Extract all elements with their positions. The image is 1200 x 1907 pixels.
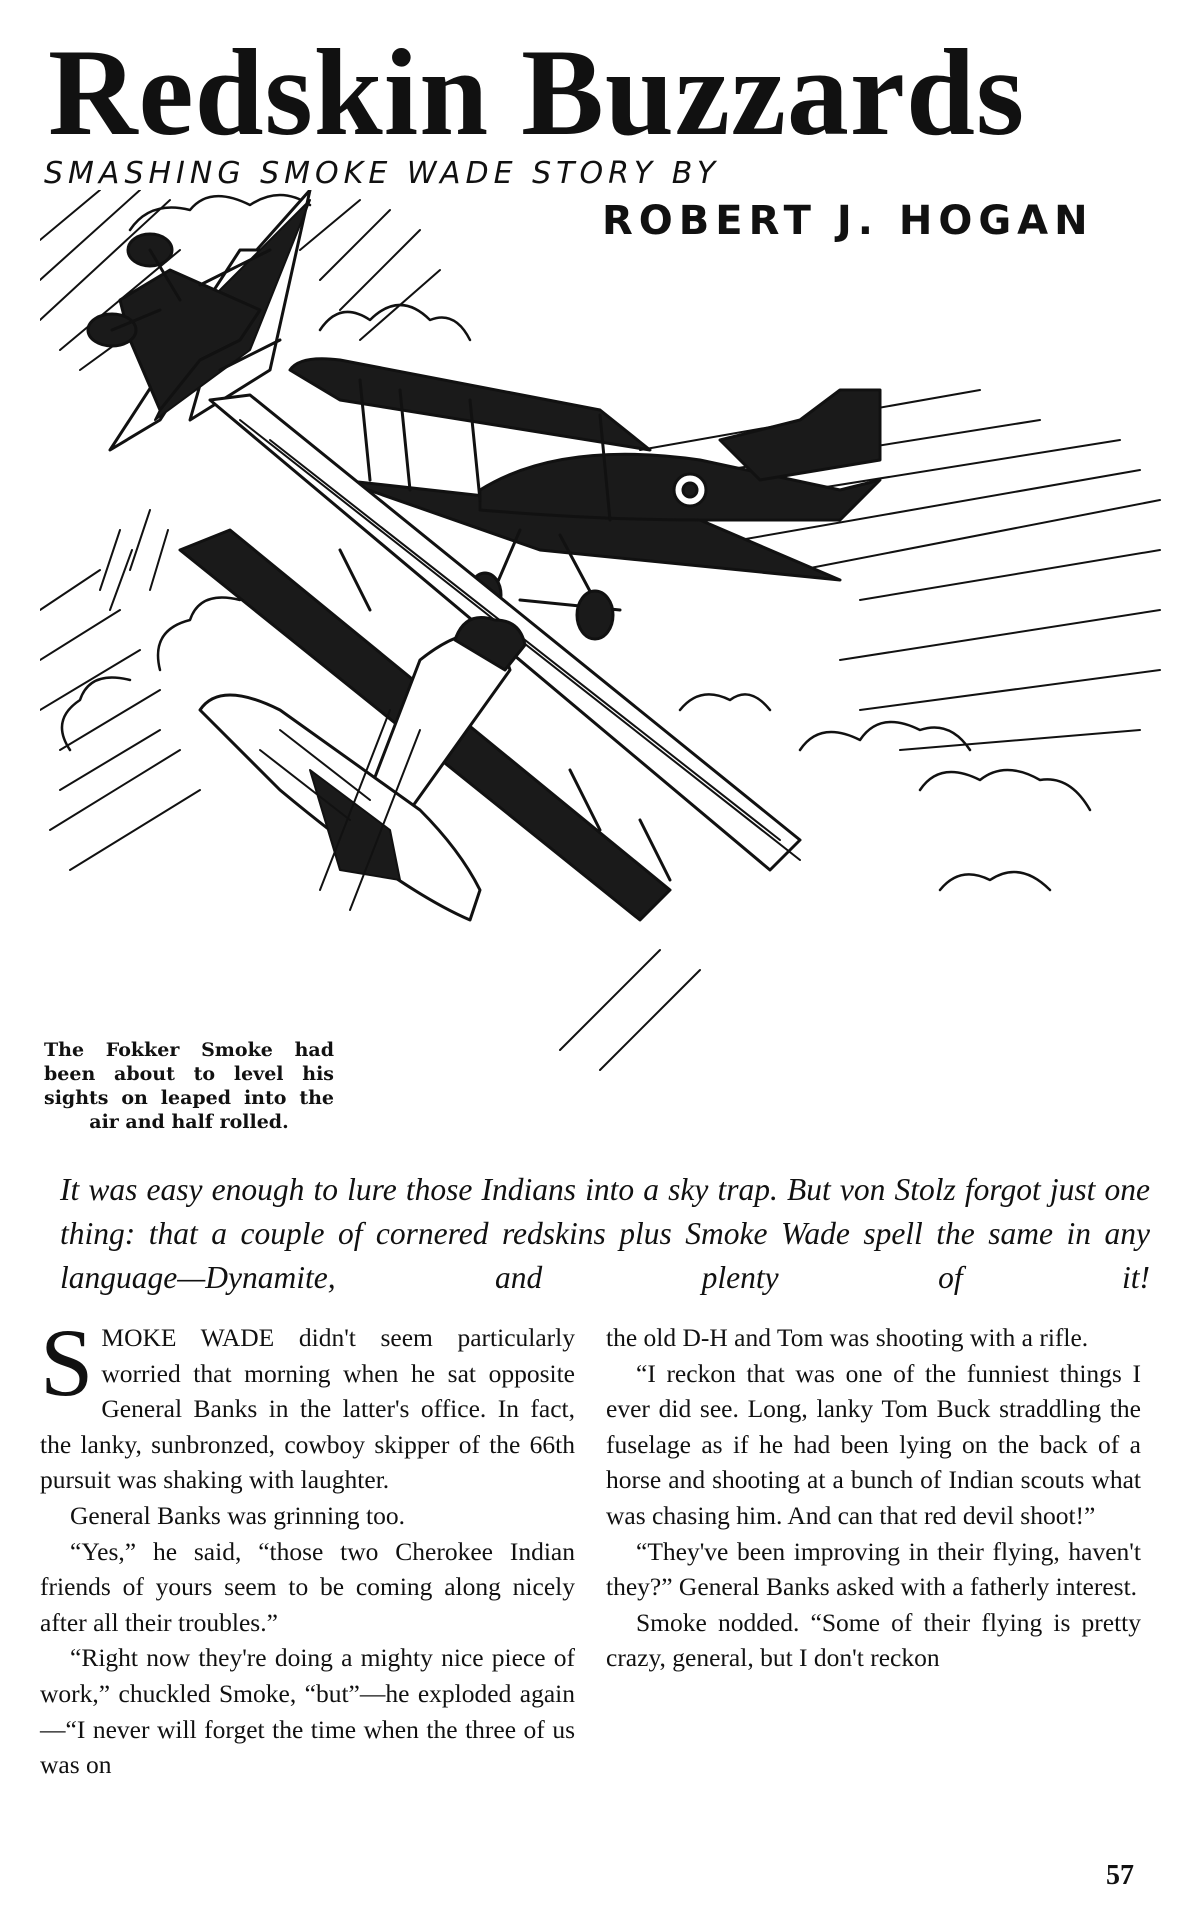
article-paragraph: Smoke nodded. “Some of their flying is pretty crazy, general, but I don't reckon (606, 1607, 1141, 1673)
article-column-right (606, 1320, 1141, 1676)
article-paragraph: the old D-H and Tom was shooting with a rifle. (606, 1323, 1089, 1352)
article-column-left (40, 1309, 575, 1783)
article-paragraph (40, 1309, 575, 1498)
article-paragraph: General Banks was grinning too. (70, 1500, 405, 1530)
paragraph-text: MOKE WADE didn't seem particularly worried that morning when he sat opposite General Banks in the latter's office. In fact, the lanky, sunbronzed, cowboy skipper of the 66th pursuit was shaking with laughter. (40, 1323, 575, 1495)
article-paragraph: “I reckon that was one of the funniest things I ever did see. Long, lanky Tom Buck straddling the fuselage as if he had been lying on the back of a horse and shooting at a bunch of Indian scouts what was chasing him. And can that red devil shoot!” (606, 1358, 1141, 1530)
story-title: Redskin Buzzards (48, 24, 1026, 161)
illustration-caption: The Fokker Smoke had been about to level his sights on leaped into the air and half rolled. (44, 1039, 334, 1133)
story-deck: It was easy enough to lure those Indians into a sky trap. But von Stolz forgot just one thing: that a couple of cornered redskins plus Smoke Wade spell the same in any language—Dynamite, and plenty of it! (60, 1172, 1150, 1295)
page-number: 57 (1106, 1860, 1134, 1891)
article-paragraph: “Yes,” he said, “those two Cherokee Indian friends of yours seem to be coming along nicely after all their troubles.” (40, 1536, 575, 1637)
story-kicker: SMASHING SMOKE WADE STORY BY (44, 156, 721, 191)
biplane-dogfight-illustration (40, 190, 1165, 1150)
author-byline: ROBERT J. HOGAN (602, 198, 1094, 244)
drop-cap: S (40, 1309, 94, 1416)
article-paragraph: “They've been improving in their flying, haven't they?” General Banks asked with a fatherly interest. (606, 1536, 1141, 1602)
article-paragraph: “Right now they're doing a mighty nice piece of work,” chuckled Smoke, “but”—he exploded again—“I never will forget the time when the three of us was on (40, 1643, 575, 1780)
diving-biplane (88, 190, 310, 450)
